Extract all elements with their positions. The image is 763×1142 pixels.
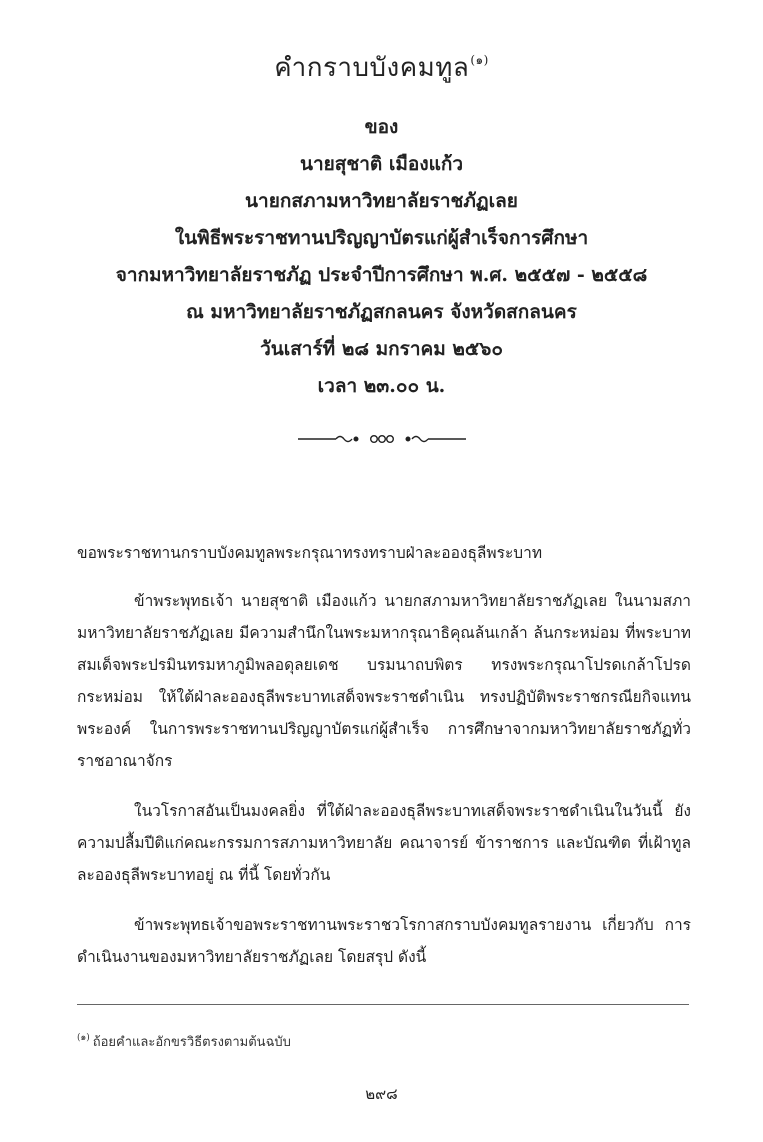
- header-line-venue: ณ มหาวิทยาลัยราชภัฏสกลนคร จังหวัดสกลนคร: [186, 301, 577, 323]
- paragraph-3-text: ข้าพระพุทธเจ้าขอพระราชทานพระราชวโรกาสกราบบังคมทูลรายงาน เกี่ยวกับ การดำเนินงานของมหาวิทยาลัยราชภัฏเลย โดยสรุป ดังนี้: [77, 916, 691, 966]
- header-line-time: เวลา ๒๓.๐๐ น.: [317, 375, 446, 397]
- header-line-ceremony: ในพิธีพระราชทานปริญญาบัตรแก่ผู้สำเร็จการศึกษา: [174, 227, 589, 249]
- paragraph-3: [77, 909, 691, 973]
- footnote-mark: (๑): [77, 1033, 90, 1043]
- footnote-text: ถ้อยคำและอักขรวิธีตรงตามต้นฉบับ: [92, 1035, 291, 1050]
- paragraph-2: [77, 795, 691, 891]
- paragraph-1-text: ข้าพระพุทธเจ้า นายสุชาติ เมืองแก้ว นายกสภามหาวิทยาลัยราชภัฏเลย ในนามสภามหาวิทยาลัยราชภัฏเลย มีความสำนึกในพระมหากรุณาธิคุณล้นเกล้า ล้นกระหม่อม ที่พระบาทสมเด็จพระปรมินทรมหาภูมิพลอดุลยเดช บรมนาถบพิตร ทรงพระกรุณาโปรดเกล้าโปรดกระหม่อม ให้ใต้ฝ่าละอองธุลีพระบาทเสด็จพระราชดำเนิน ทรงปฏิบัติพระราชกรณียกิจแทนพระองค์ ในการพระราชทานปริญญาบัตรแก่ผู้สำเร็จ การศึกษาจากมหาวิทยาลัยราชภัฏทั่วราชอาณาจักร: [77, 592, 691, 770]
- paragraph-2-text: ในวโรกาสอันเป็นมงคลยิ่ง ที่ใต้ฝ่าละอองธุลีพระบาทเสด็จพระราชดำเนินในวันนี้ ยังความปลื้มปีติแก่คณะกรรมการสภามหาวิทยาลัย คณาจารย์ ข้าราชการ และบัณฑิต ที่เฝ้าทูลละอองธุลีพระบาทอยู่ ณ ที่นี้ โดยทั่วกัน: [77, 802, 691, 884]
- title-footnote-mark: (๑): [470, 53, 489, 67]
- salutation: ขอพระราชทานกราบบังคมทูลพระกรุณาทรงทราบฝ่าละอองธุลีพระบาท: [77, 544, 543, 562]
- title-text: คำกราบบังคมทูล: [274, 53, 470, 83]
- decorative-divider-icon: [296, 428, 468, 450]
- page-number: ๒๙๘: [365, 1085, 398, 1103]
- footnote: [77, 1026, 691, 1055]
- header-line-speaker: นายสุชาติ เมืองแก้ว: [299, 153, 464, 175]
- header-line-academic-year: จากมหาวิทยาลัยราชภัฏ ประจำปีการศึกษา พ.ศ. ๒๕๕๗ - ๒๕๕๘: [115, 264, 648, 286]
- header-line-position: นายกสภามหาวิทยาลัยราชภัฏเลย: [245, 190, 518, 212]
- header-block: [0, 109, 763, 405]
- document-title: [0, 40, 763, 88]
- paragraph-1: [77, 585, 691, 777]
- header-line-date: วันเสาร์ที่ ๒๘ มกราคม ๒๕๖๐: [260, 338, 503, 360]
- footnote-divider: [77, 1004, 689, 1005]
- header-line-of: ของ: [364, 116, 399, 138]
